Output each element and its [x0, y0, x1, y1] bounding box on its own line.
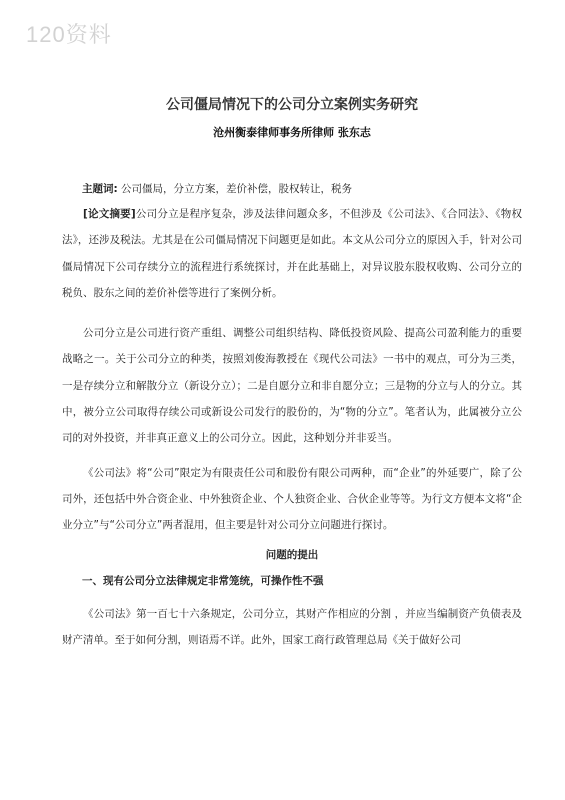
body-paragraph-1: 公司分立是公司进行资产重组、调整公司组织结构、降低投资风险、提高公司盈利能力的重要战略之一。关于公司分立的种类，按照刘俊海教授在《现代公司法》一书中的观点，可分为三类，一是存续分立和解散分立（新设分立）；二是自愿分立和非自愿分立；三是物的分立与人的分立。其中，被分立公司取得存续公司或新设公司发行的股份的，为“物的分立”。笔者认为，此属被分立公司的对外投资，并非真正意义上的公司分立。因此，这种划分并非妥当。 [62, 327, 522, 445]
keywords-label: 主题词: [82, 183, 118, 195]
document-title: 公司僵局情况下的公司分立案例实务研究 [166, 97, 418, 113]
keywords-line [62, 181, 522, 197]
document-page [62, 95, 522, 653]
section-heading: 问题的提出 [265, 548, 319, 561]
body-paragraph-3: 《公司法》第一百七十六条规定，公司分立，其财产作相应的分割 ，并应当编制资产负债表及财产清单。至于如何分割，则语焉不详。此外，国家工商行政管理总局《关于做好公司 [62, 607, 522, 646]
abstract-paragraph [62, 201, 522, 306]
keywords-text: 公司僵局，分立方案，差价补偿，股权转让，税务 [117, 183, 353, 195]
abstract-label: [论文摘要] [83, 208, 136, 220]
watermark: 120资料 [26, 22, 112, 47]
body-paragraph-2: 《公司法》将“公司”限定为有限责任公司和股份有限公司两种，而“企业”的外延要广，除了公司外，还包括中外合资企业、中外独资企业、个人独资企业、合伙企业等等。为行文方便本文将“企业分立”与“公司分立”两者混用，但主要是针对公司分立问题进行探讨。 [62, 466, 522, 532]
document-author: 沧州衡泰律师事务所律师 张东志 [213, 126, 371, 139]
subsection-heading: 一、现有公司分立法律规定非常笼统，可操作性不强 [82, 574, 324, 587]
abstract-text: 公司分立是程序复杂，涉及法律问题众多，不但涉及《公司法》、《合同法》、《物权法》，还涉及税法。尤其是在公司僵局情况下问题更是如此。本文从公司分立的原因入手，针对公司僵局情况下公司存续分立的流程进行系统探讨，并在此基础上，对异议股东股权收购、公司分立的税负、股东之间的差价补偿等进行了案例分析。 [62, 208, 523, 299]
